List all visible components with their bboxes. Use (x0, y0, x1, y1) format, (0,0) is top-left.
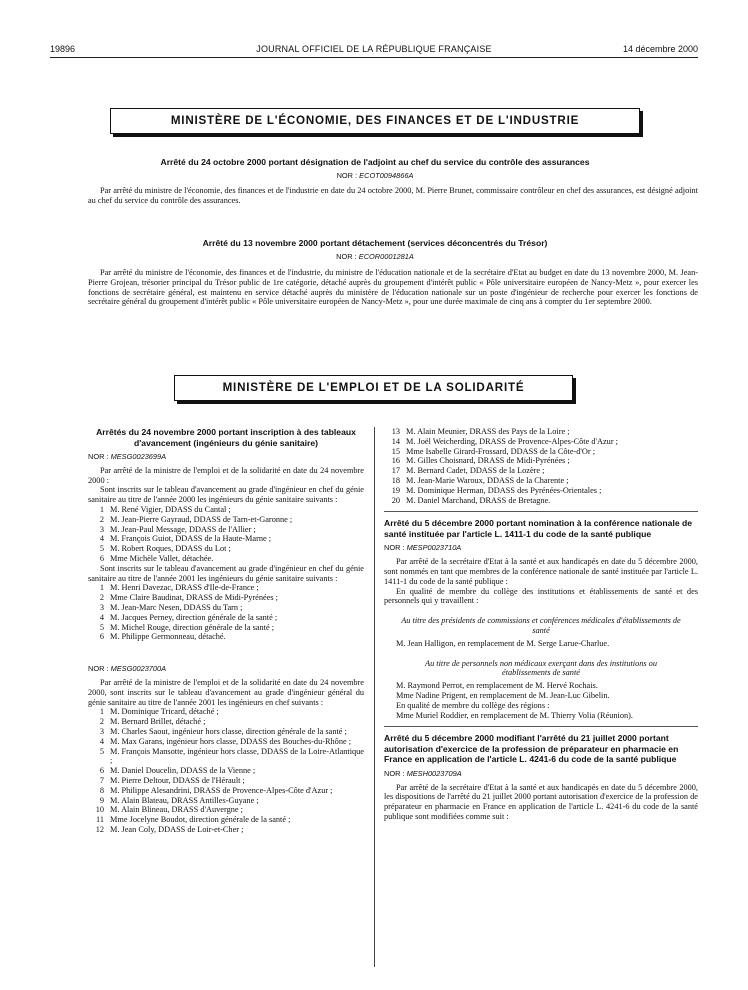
list-item: 1 M. René Vigier, DDASS du Cantal ; (99, 504, 231, 514)
nor-code: MESP0023710A (406, 543, 462, 553)
nor-code: ECOR0001281A (358, 252, 414, 261)
paragraph: En qualité de membre du collège des régions : (396, 700, 550, 710)
paragraph: Par arrêté de la ministre de l'emploi et de la solidarité en date du 24 novembre 2000, sont inscrits sur le tableau d'avancement au grade d'ingénieur général du génie sanitaire au titre de l'année 2001 les ingénieurs en chef suivants : (88, 677, 364, 707)
article-title: Arrêtés du 24 novembre 2000 portant inscription à des tableaux d'avancement (ingénieurs du génie sanitaire) (96, 427, 356, 448)
journal-title: JOURNAL OFFICIEL DE LA RÉPUBLIQUE FRANÇAISE (256, 44, 492, 54)
list-item: 14 M. Joël Weicherding, DRASS de Provence-Alpes-Côte d'Azur ; (391, 436, 618, 446)
nor-reference (88, 452, 364, 462)
list-item: 11 Mme Jocelyne Boudot, direction générale de la santé ; (96, 815, 291, 825)
list-item: 10 M. Alain Blineau, DRASS d'Auvergne ; (95, 805, 243, 815)
paragraph: Mme Muriel Roddier, en remplacement de M. Thierry Volia (Réunion). (396, 710, 633, 720)
list-item: 5 M. François Mansotte, ingénieur hors classe, DDASS de la Loire-Atlantique ; (99, 746, 364, 766)
page-header (50, 44, 698, 56)
paragraph: M. Raymond Perrot, en remplacement de M. Hervé Rochais. (396, 681, 598, 691)
article-title: Arrêté du 24 octobre 2000 portant désignation de l'adjoint au chef du service du contrôle des assurances (160, 157, 590, 167)
nor-reference (88, 664, 364, 674)
nor-code: MESH0023709A (406, 768, 462, 778)
article-title: Arrêté du 13 novembre 2000 portant détachement (services déconcentrés du Trésor) (202, 238, 548, 248)
list-item: 4 M. Max Garans, ingénieur hors classe, DDASS des Bouches-du-Rhône ; (99, 736, 352, 746)
list-2001 (88, 583, 364, 642)
article-separator (384, 511, 698, 512)
ministry-heading-economy: MINISTÈRE DE L'ÉCONOMIE, DES FINANCES ET DE L'INDUSTRIE (110, 108, 640, 134)
article-title: Arrêté du 5 décembre 2000 modifiant l'arrêté du 21 juillet 2000 portant autorisation d'exercice de la profession de préparateur en pharmacie en France en application de l'article L. 4241-6 du code de la santé publique (384, 733, 679, 765)
section-heading: Au titre de personnels non médicaux exerçant dans des institutions ou établissements de santé (425, 658, 657, 678)
article-body: Par arrêté du ministre de l'économie, des finances et de l'industrie, du ministre de l'éducation nationale et de la secrétaire d'Etat au budget en date du 13 novembre 2000, M. Jean-Pierre Grojean, trésorier principal du Trésor public de 1re catégorie, détaché auprès du groupement d'intérêt public « Pôle universitaire européen de Nancy-Metz », pour exercer les fonctions de secrétaire général, est maintenu en service détaché auprès du ministère de l'éducation nationale sur un poste d'ingénieur de recherche pour exercer les fonctions de secrétaire général du groupement d'intérêt public « Pôle universitaire européen de Nancy-Metz », pour une durée maximale de cinq ans à compter du 1er septembre 2000. (88, 268, 698, 307)
list-item: 4 M. Jacques Perney, direction générale de la santé ; (99, 612, 278, 622)
list-item: 12 M. Jean Coly, DDASS de Loir-et-Cher ; (95, 824, 244, 834)
nor-reference (384, 769, 698, 779)
paragraph: En qualité de membre du collège des institutions et établissements de santé et des personnels qui y travaillent : (384, 586, 698, 606)
header-rule (50, 57, 698, 58)
nor-reference (300, 252, 450, 261)
article-title: Arrêté du 5 décembre 2000 portant nomination à la conférence nationale de santé instituée par l'article L. 1411-1 du code de la santé publique (384, 518, 693, 539)
nor-reference (300, 171, 450, 180)
list-item: 3 M. Jean-Marc Nesen, DDASS du Tarn ; (99, 602, 243, 612)
article-separator (384, 726, 698, 727)
nor-code: MESG0023699A (110, 452, 167, 461)
paragraph: Sont inscrits sur le tableau d'avancement au grade d'ingénieur en chef du génie sanitaire au titre de l'année 2000 les ingénieurs du génie sanitaire suivants : (88, 485, 364, 505)
list-item: 18 M. Jean-Marie Waroux, DDASS de la Charente ; (391, 475, 569, 485)
nor-label: NOR : (88, 664, 109, 674)
column-divider (374, 427, 375, 967)
paragraph: Sont inscrits sur le tableau d'avancement au grade d'ingénieur en chef du génie sanitaire au titre de l'année 2001 les ingénieurs du génie sanitaire suivants : (88, 563, 364, 583)
paragraph: Par arrêté de la ministre de l'emploi et de la solidarité en date du 24 novembre 2000 : (88, 465, 364, 485)
nor-label: NOR : (336, 252, 357, 261)
paragraph: Par arrêté de la secrétaire d'Etat à la santé et aux handicapés en date du 5 décembre 2000, sont nommés en tant que membres de la conférence nationale de santé instituée par l'article L. 1411-1 du code de la santé publique : (384, 557, 698, 586)
left-column (88, 427, 364, 835)
page-number: 19896 (50, 44, 76, 54)
list-item: 2 M. Jean-Pierre Gayraud, DDASS de Tarn-et-Garonne ; (99, 514, 293, 524)
list-item: 6 M. Philippe Germonneau, détaché. (99, 632, 226, 642)
list-item: 2 M. Bernard Brillet, détaché ; (99, 717, 206, 727)
paragraph: Mme Nadine Prigent, en remplacement de M. Jean-Luc Gibelin. (396, 690, 610, 700)
list-general-engineers-continued (384, 427, 698, 505)
list-item: 17 M. Bernard Cadet, DDASS de la Lozère ; (391, 466, 545, 476)
list-item: 15 Mme Isabelle Girard-Frossard, DDASS de la Côte-d'Or ; (391, 446, 596, 456)
right-column (384, 427, 698, 822)
list-general-engineers (88, 707, 364, 834)
nor-code: ECOT0094866A (359, 171, 414, 180)
list-2000 (88, 505, 364, 564)
list-item: 6 M. Daniel Doucelin, DDASS de la Vienne ; (99, 766, 256, 776)
list-item: 9 M. Alain Blateau, DRASS Antilles-Guyane ; (99, 795, 259, 805)
list-item: 2 Mme Claire Baudinat, DRASS de Midi-Pyrénées ; (99, 593, 278, 603)
list-item: 1 M. Dominique Tricard, détaché ; (99, 707, 219, 717)
list-item: 4 M. François Guiot, DDASS de la Haute-Marne ; (99, 534, 272, 544)
nor-code: MESG0023700A (110, 664, 167, 674)
nor-label: NOR : (336, 171, 358, 180)
nor-label: NOR : (88, 452, 109, 461)
list-item: 7 M. Pierre Deltour, DDASS de l'Hérault ; (99, 775, 245, 785)
list-item: 8 M. Philippe Alesandrini, DRASS de Provence-Alpes-Côte d'Azur ; (99, 785, 333, 795)
list-item: 5 M. Robert Roques, DDASS du Lot ; (99, 544, 231, 554)
article-body: Par arrêté du ministre de l'économie, des finances et de l'industrie en date du 24 octobre 2000, M. Pierre Brunet, commissaire contrôleur en chef des assurances, est désigné adjoint au chef du service du contrôle des assurances. (88, 186, 698, 205)
list-item: 3 M. Jean-Paul Message, DDASS de l'Allier ; (99, 524, 256, 534)
ministry-heading-employment: MINISTÈRE DE L'EMPLOI ET DE LA SOLIDARITÉ (174, 375, 573, 401)
paragraph: Par arrêté de la secrétaire d'Etat à la santé et aux handicapés en date du 5 décembre 2000, les dispositions de l'arrêté du 21 juillet 2000 portant autorisation d'exercice de la profession de préparateur en pharmacie en France en application de l'article L. 4241-6 du code de la santé publique sont modifiées comme suit : (384, 782, 698, 822)
list-item: 19 M. Dominique Herman, DDASS des Pyrénées-Orientales ; (391, 485, 602, 495)
nor-label: NOR : (384, 543, 405, 553)
nor-label: NOR : (384, 768, 405, 778)
nor-reference (384, 543, 698, 553)
list-item: 20 M. Daniel Marchand, DRASS de Bretagne. (391, 495, 551, 505)
list-item: 13 M. Alain Meunier, DRASS des Pays de la Loire ; (391, 427, 570, 436)
list-item: 5 M. Michel Rouge, direction générale de la santé ; (99, 622, 275, 632)
issue-date: 14 décembre 2000 (622, 44, 698, 54)
list-item: 1 M. Henri Davezac, DRASS d'Ile-de-France ; (99, 583, 259, 593)
list-item: 6 Mme Michèle Vallet, détachée. (99, 553, 214, 563)
paragraph: M. Jean Halligon, en remplacement de M. Serge Larue-Charlue. (396, 638, 610, 648)
list-item: 3 M. Charles Saout, ingénieur hors classe, direction générale de la santé ; (99, 726, 347, 736)
section-heading: Au titre des présidents de commissions et conférences médicales d'établissements de santé (401, 616, 681, 635)
list-item: 16 M. Gilles Choisnard, DRASS de Midi-Pyrénées ; (391, 456, 570, 466)
